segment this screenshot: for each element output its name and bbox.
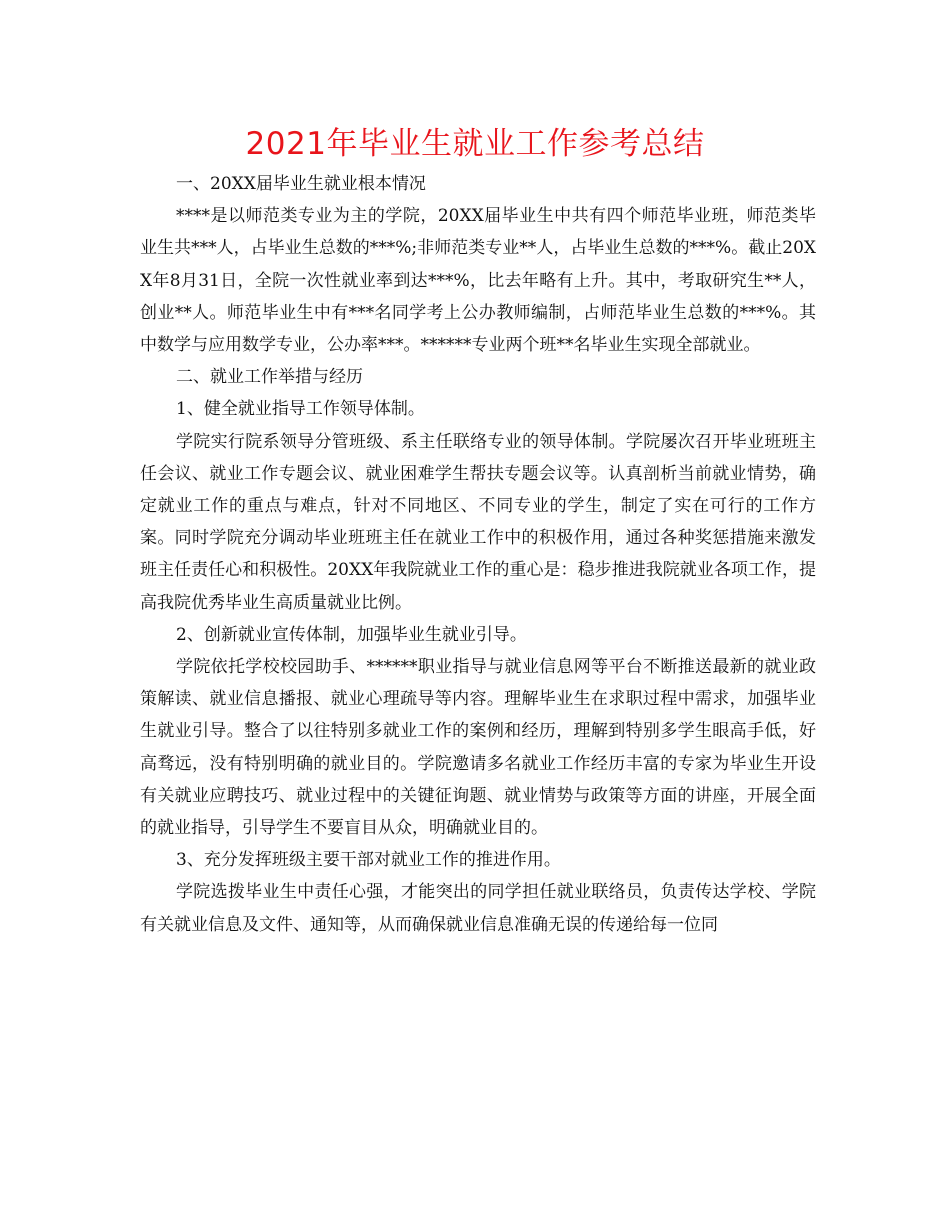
paragraph-leadership: 学院实行院系领导分管班级、系主任联络专业的领导体制。学院屡次召开毕业班班主任会议、就业工作专题会议、就业困难学生帮扶专题会议等。认真剖析当前就业情势，确定就业工作的重点与难点，针对不同地区、不同专业的学生，制定了实在可行的工作方案。同时学院充分调动毕业班班主任在就业工作中的积极作用，通过各种奖惩措施来激发班主任责任心和积极性。20XX年我院就业工作的重心是：稳步推进我院就业各项工作，提高我院优秀毕业生高质量就业比例。: [140, 431, 816, 613]
paragraph-class-leaders: 学院选拨毕业生中责任心强，才能突出的同学担任就业联络员，负责传达学校、学院有关就业信息及文件、通知等，从而确保就业信息准确无误的传递给每一位同: [140, 882, 816, 935]
subheading-3: 3、充分发挥班级主要干部对就业工作的推进作用。: [176, 850, 561, 871]
section-heading-2: 二、就业工作举措与经历: [176, 367, 363, 388]
subheading-1: 1、健全就业指导工作领导体制。: [176, 399, 425, 420]
document-body: [140, 168, 816, 941]
paragraph-overview: ****是以师范类专业为主的学院，20XX届毕业生中共有四个师范毕业班，师范类毕业生共***人，占毕业生总数的***%;非师范类专业**人，占毕业生总数的***%。截止20XX年8月31日，全院一次性就业率到达***%，比去年略有上升。其中，考取研究生**人，创业**人。师范毕业生中有***名同学考上公办教师编制，占师范毕业生总数的***%。其中数学与应用数学专业，公办率***。******专业两个班**名毕业生实现全部就业。: [140, 206, 816, 356]
subheading-2: 2、创新就业宣传体制，加强毕业生就业引导。: [176, 624, 527, 645]
paragraph-publicity: 学院依托学校校园助手、******职业指导与就业信息网等平台不断推送最新的就业政策解读、就业信息播报、就业心理疏导等内容。理解毕业生在求职过程中需求，加强毕业生就业引导。整合了以往特别多就业工作的案例和经历，理解到特别多学生眼高手低，好高骛远，没有特别明确的就业目的。学院邀请多名就业工作经历丰富的专家为毕业生开设有关就业应聘技巧、就业过程中的关键征询题、就业情势与政策等方面的讲座，开展全面的就业指导，引导学生不要盲目从众，明确就业目的。: [140, 657, 816, 839]
document-title: 2021年毕业生就业工作参考总结: [245, 126, 705, 162]
section-heading-1: 一、20XX届毕业生就业根本情况: [176, 174, 426, 194]
